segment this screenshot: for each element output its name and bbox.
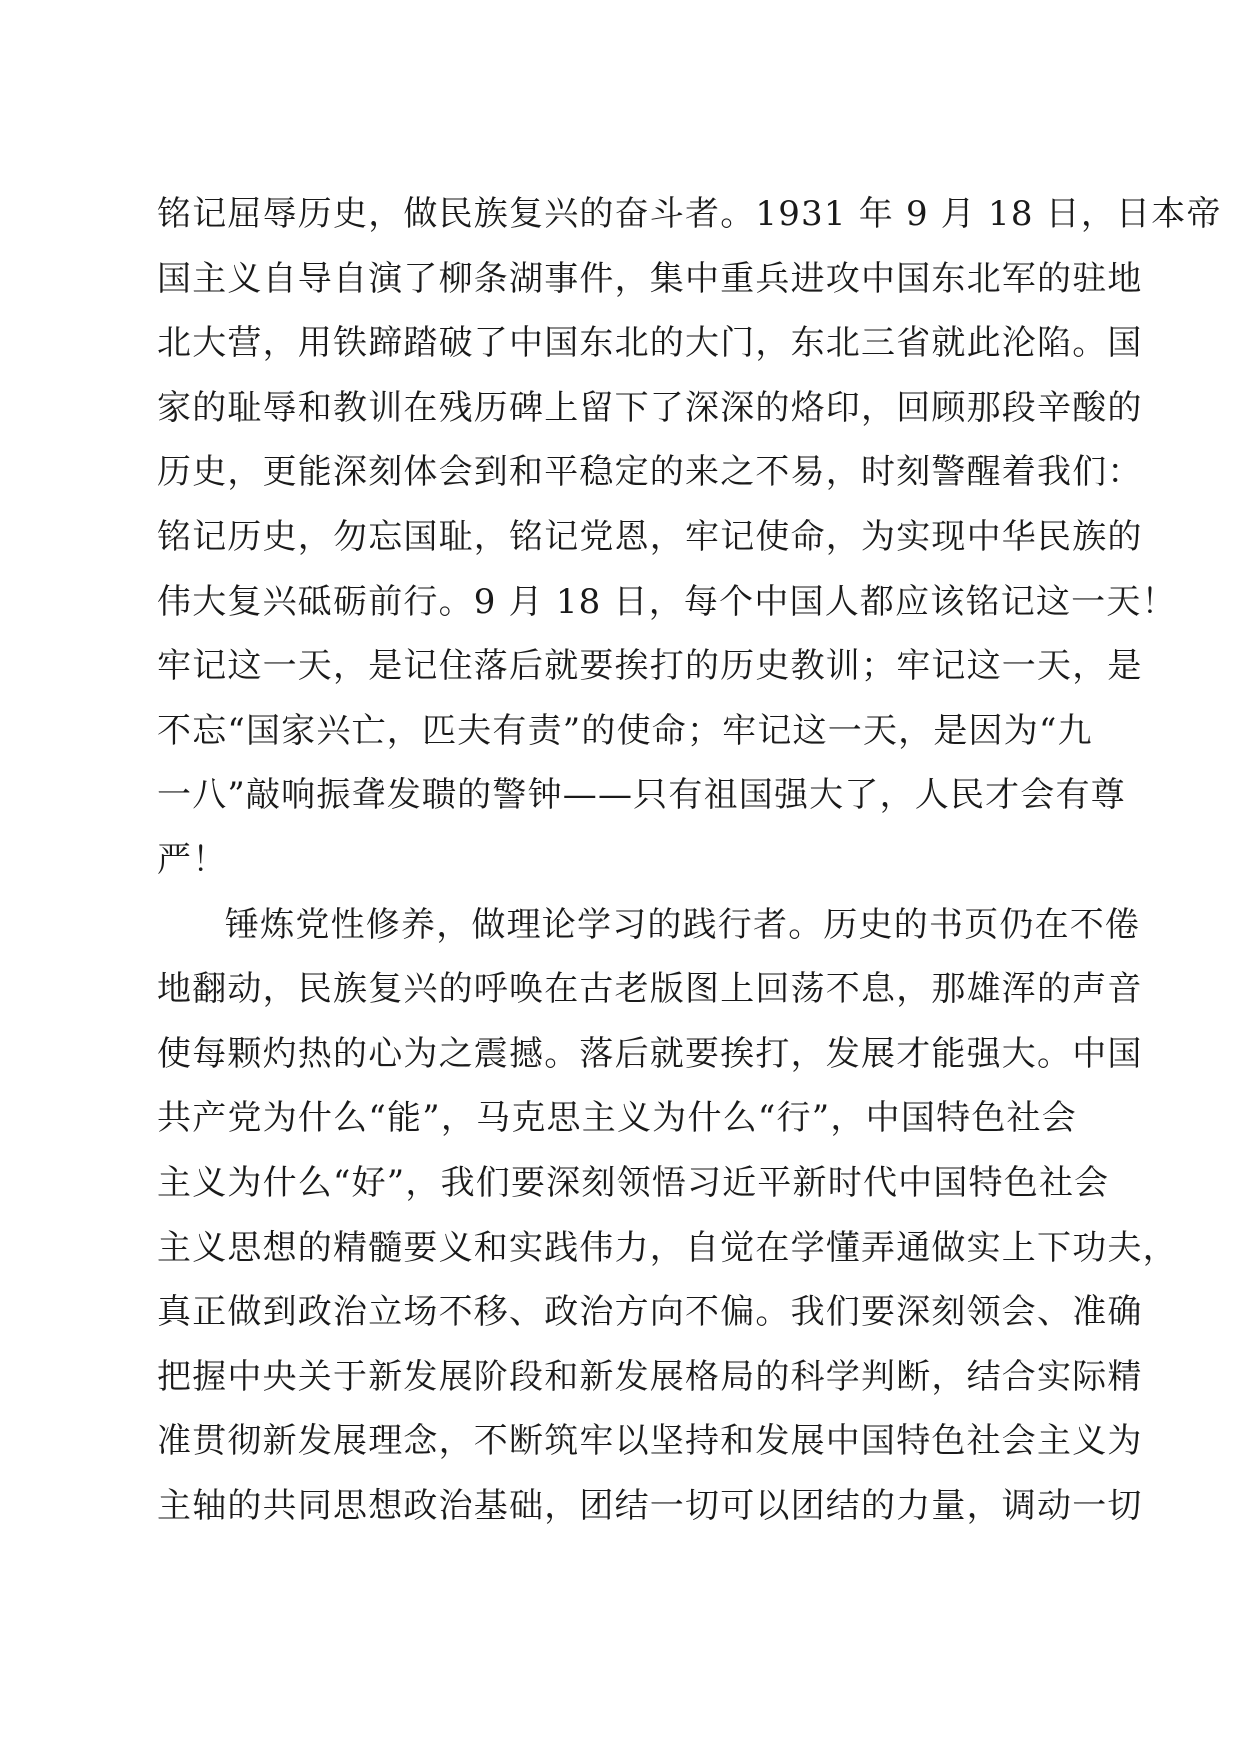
text-line: 家的耻辱和教训在残历碑上留下了深深的烙印，回顾那段辛酸的 — [157, 387, 1143, 428]
text-line: 一八”敲响振聋发聩的警钟——只有祖国强大了，人民才会有尊 — [157, 775, 1126, 816]
text-line: 锤炼党性修养，做理论学习的践行者。历史的书页仍在不倦 — [225, 904, 1141, 945]
text-line: 铭记历史，勿忘国耻，铭记党恩，牢记使命，为实现中华民族的 — [157, 516, 1143, 557]
text-line: 历史，更能深刻体会到和平稳定的来之不易，时刻警醒着我们： — [157, 452, 1143, 493]
text-line: 把握中央关于新发展阶段和新发展格局的科学判断，结合实际精 — [157, 1356, 1143, 1397]
paragraph-1 — [157, 182, 1222, 893]
text-line: 北大营，用铁蹄踏破了中国东北的大门，东北三省就此沦陷。国 — [157, 323, 1143, 364]
text-line: 铭记屈辱历史，做民族复兴的奋斗者。1931 年 9 月 18 日，日本帝 — [157, 194, 1222, 234]
text-line: 地翻动，民族复兴的呼唤在古老版图上回荡不息，那雄浑的声音 — [157, 969, 1143, 1010]
text-line: 主义为什么“好”，我们要深刻领悟习近平新时代中国特色社会 — [157, 1162, 1110, 1203]
text-line: 真正做到政治立场不移、政治方向不偏。我们要深刻领会、准确 — [157, 1292, 1143, 1333]
text-line: 不忘“国家兴亡，匹夫有责”的使命；牢记这一天，是因为“九 — [157, 710, 1093, 751]
text-line: 使每颗灼热的心为之震撼。落后就要挨打，发展才能强大。中国 — [157, 1033, 1143, 1074]
text-line: 主义思想的精髓要义和实践伟力，自觉在学懂弄通做实上下功夫， — [157, 1227, 1178, 1268]
text-line: 牢记这一天，是记住落后就要挨打的历史教训；牢记这一天，是 — [157, 646, 1143, 687]
text-line: 严！ — [157, 839, 228, 880]
text-line: 主轴的共同思想政治基础，团结一切可以团结的力量，调动一切 — [157, 1485, 1143, 1526]
text-line: 国主义自导自演了柳条湖事件，集中重兵进攻中国东北军的驻地 — [157, 258, 1143, 299]
document-body — [157, 182, 1222, 1538]
text-line: 伟大复兴砥砺前行。9 月 18 日，每个中国人都应该铭记这一天！ — [157, 581, 1177, 622]
text-line: 共产党为什么“能”，马克思主义为什么“行”，中国特色社会 — [157, 1098, 1077, 1139]
paragraph-2 — [157, 893, 1178, 1539]
text-line: 准贯彻新发展理念，不断筑牢以坚持和发展中国特色社会主义为 — [157, 1421, 1143, 1462]
